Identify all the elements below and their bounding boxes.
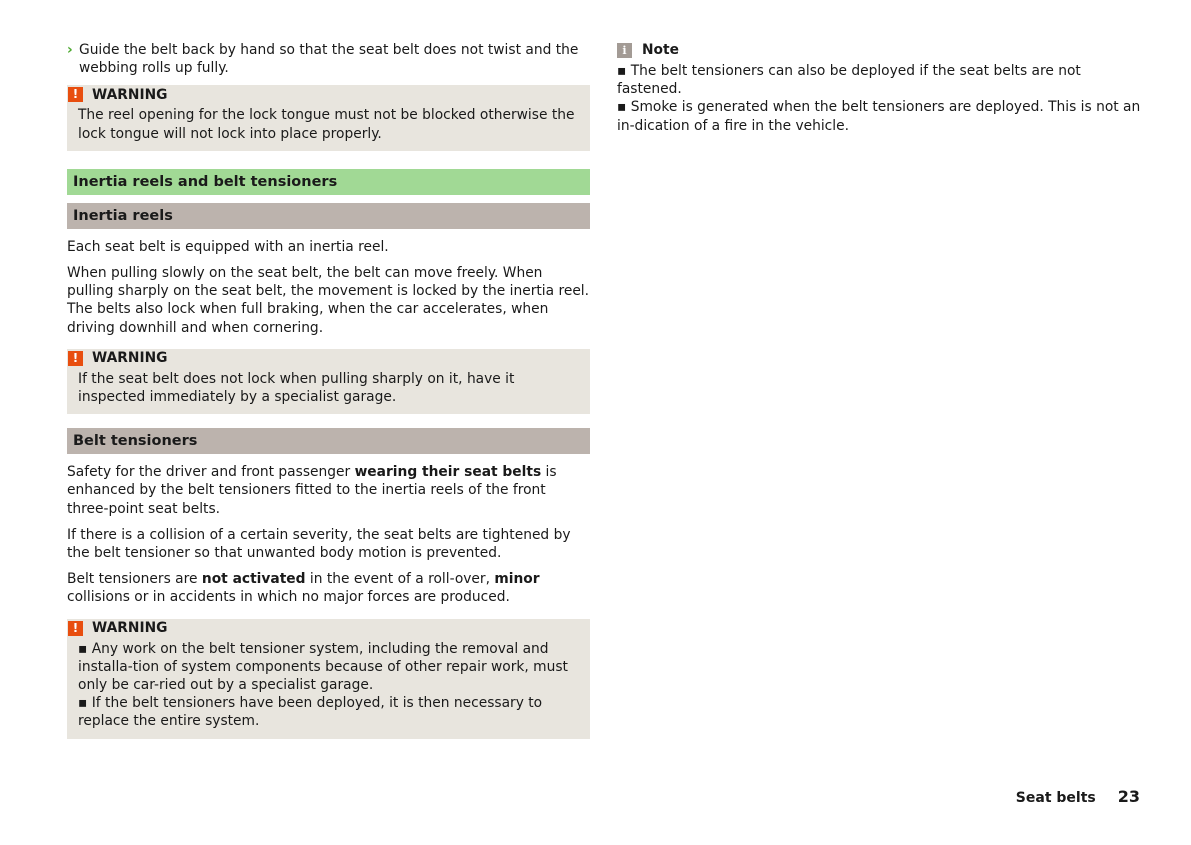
emphasis-text: minor [494,571,540,588]
warning-header [67,620,579,637]
warning-list-item: ▪ Any work on the belt tensioner system, including the removal and installa-tion of system components because of other repair work, must only be car-ried out by a specialist garage. [78,640,568,694]
instruction-step-text: Guide the belt back by hand so that the seat belt does not twist and the webbing rolls up fully. [79,42,579,77]
warning-box-reel-opening [67,85,590,150]
warning-icon: ! [68,351,83,366]
warning-icon: ! [68,87,83,102]
warning-box-tensioner-work [67,619,590,739]
instruction-step [67,41,590,77]
warning-text: The reel opening for the lock tongue must not be blocked otherwise the lock tongue will not lock into place properly. [78,107,575,142]
subsection-heading-inertia-reels: Inertia reels [67,203,590,229]
text-span: in the event of a roll-over, [305,571,495,588]
note-title: Note [642,41,679,58]
subsection-heading-belt-tensioners: Belt tensioners [67,428,590,454]
right-column [617,41,1147,135]
chevron-right-icon: › [67,42,73,58]
page-number: 23 [1117,787,1140,806]
text-span: is enhanced by the belt tensioners fitted to the inertia reels of the front three-point seat belts. [67,464,557,517]
warning-title: WARNING [92,350,168,367]
text-span: Safety for the driver and front passenger [67,464,355,481]
warning-title: WARNING [92,86,168,103]
note-list-item: ▪ The belt tensioners can also be deployed if the seat belts are not fastened. [617,63,1081,98]
emphasis-text: wearing their seat belts [354,464,542,481]
warning-title: WARNING [92,620,168,637]
paragraph-tensioner-safety [67,463,590,518]
paragraph-tensioner-collision: If there is a collision of a certain severity, the seat belts are tightened by the belt tensioner so that unwanted body motion is prevented. [67,526,571,562]
warning-box-belt-lock [67,349,590,414]
paragraph-tensioner-not-activated [67,570,590,606]
warning-text: If the seat belt does not lock when pulling sharply on it, have it inspected immediately by a specialist garage. [78,370,515,406]
left-column [67,41,590,757]
paragraph-inertia-reel-equipped: Each seat belt is equipped with an inertia reel. [67,238,389,255]
footer-section-title: Seat belts [1015,790,1096,806]
warning-list-item: ▪ If the belt tensioners have been deployed, it is then necessary to replace the entire system. [78,695,543,730]
warning-icon: ! [68,621,83,636]
section-heading-inertia-reels-and-belt-tensioners: Inertia reels and belt tensioners [67,169,590,195]
text-span: Belt tensioners are [67,571,202,588]
info-icon: i [617,43,632,58]
emphasis-text: not activated [201,571,306,588]
note-header [617,41,1147,59]
note-list-item: ▪ Smoke is generated when the belt tensioners are deployed. This is not an in-dication of a fire in the vehicle. [617,99,1141,134]
warning-header [67,86,579,103]
text-span: collisions or in accidents in which no major forces are produced. [67,589,510,606]
paragraph-inertia-reel-locking: When pulling slowly on the seat belt, the belt can move freely. When pulling sharply on the seat belt, the movement is locked by the inertia reel. The belts also lock when full braking, when the car accelerates, when driving downhill and when cornering. [67,265,590,336]
page-footer [1016,788,1140,807]
warning-header [67,350,579,367]
